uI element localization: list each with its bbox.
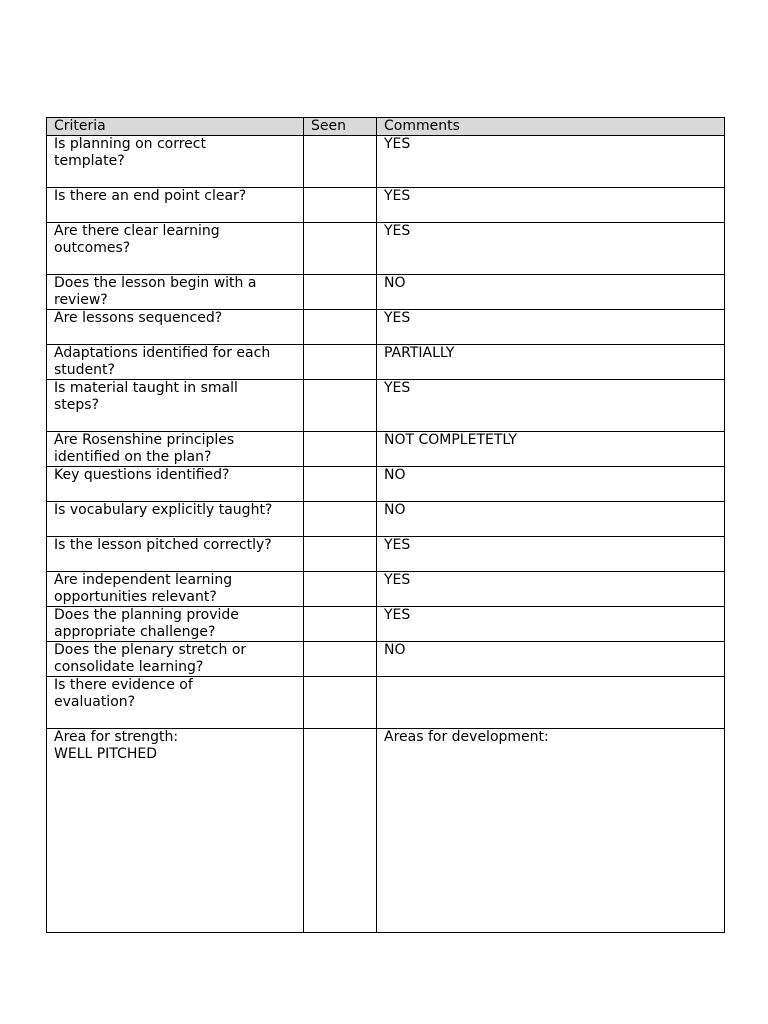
strength-value: WELL PITCHED xyxy=(54,746,157,762)
seen-cell xyxy=(304,188,377,223)
comment-cell: NO xyxy=(377,642,725,677)
seen-cell xyxy=(304,136,377,188)
comment-cell: YES xyxy=(377,310,725,345)
comment-cell: YES xyxy=(377,136,725,188)
table-row xyxy=(47,223,725,275)
criteria-cell: Does the lesson begin with a review? xyxy=(47,275,304,310)
table-row xyxy=(47,345,725,380)
lesson-plan-checklist-table xyxy=(46,117,725,933)
criteria-cell: Are there clear learning outcomes? xyxy=(47,223,304,275)
seen-cell xyxy=(304,677,377,729)
strength-cell xyxy=(47,729,304,933)
header-criteria: Criteria xyxy=(47,118,304,136)
table-row xyxy=(47,537,725,572)
table-row xyxy=(47,572,725,607)
table-row xyxy=(47,432,725,467)
table-row xyxy=(47,275,725,310)
criteria-cell: Adaptations identified for each student? xyxy=(47,345,304,380)
seen-cell xyxy=(304,572,377,607)
header-comments: Comments xyxy=(377,118,725,136)
criteria-cell: Is there an end point clear? xyxy=(47,188,304,223)
criteria-cell: Is planning on correct template? xyxy=(47,136,304,188)
comment-cell: PARTIALLY xyxy=(377,345,725,380)
table-header-row xyxy=(47,118,725,136)
seen-cell xyxy=(304,642,377,677)
table-row xyxy=(47,310,725,345)
table-row xyxy=(47,136,725,188)
comment-cell: NOT COMPLETETLY xyxy=(377,432,725,467)
criteria-cell: Are independent learning opportunities relevant? xyxy=(47,572,304,607)
seen-cell xyxy=(304,275,377,310)
table-row xyxy=(47,642,725,677)
seen-cell xyxy=(304,729,377,933)
seen-cell xyxy=(304,380,377,432)
seen-cell xyxy=(304,502,377,537)
comment-cell: YES xyxy=(377,537,725,572)
seen-cell xyxy=(304,537,377,572)
criteria-cell: Is the lesson pitched correctly? xyxy=(47,537,304,572)
comment-cell xyxy=(377,677,725,729)
comment-cell: YES xyxy=(377,223,725,275)
seen-cell xyxy=(304,607,377,642)
development-cell xyxy=(377,729,725,933)
strength-label: Area for strength: xyxy=(54,729,179,745)
header-seen: Seen xyxy=(304,118,377,136)
criteria-cell: Key questions identified? xyxy=(47,467,304,502)
table-row xyxy=(47,380,725,432)
criteria-cell: Does the plenary stretch or consolidate learning? xyxy=(47,642,304,677)
criteria-cell: Is there evidence of evaluation? xyxy=(47,677,304,729)
seen-cell xyxy=(304,310,377,345)
table-row xyxy=(47,607,725,642)
comment-cell: NO xyxy=(377,467,725,502)
seen-cell xyxy=(304,223,377,275)
seen-cell xyxy=(304,432,377,467)
table-row xyxy=(47,188,725,223)
development-label: Areas for development: xyxy=(384,729,549,745)
table-row xyxy=(47,502,725,537)
summary-row xyxy=(47,729,725,933)
seen-cell xyxy=(304,467,377,502)
seen-cell xyxy=(304,345,377,380)
criteria-cell: Is vocabulary explicitly taught? xyxy=(47,502,304,537)
table-row xyxy=(47,467,725,502)
table-row xyxy=(47,677,725,729)
criteria-cell: Does the planning provide appropriate challenge? xyxy=(47,607,304,642)
comment-cell: YES xyxy=(377,572,725,607)
criteria-cell: Are Rosenshine principles identified on the plan? xyxy=(47,432,304,467)
comment-cell: YES xyxy=(377,607,725,642)
criteria-cell: Are lessons sequenced? xyxy=(47,310,304,345)
criteria-cell: Is material taught in small steps? xyxy=(47,380,304,432)
comment-cell: NO xyxy=(377,275,725,310)
comment-cell: YES xyxy=(377,380,725,432)
comment-cell: NO xyxy=(377,502,725,537)
comment-cell: YES xyxy=(377,188,725,223)
